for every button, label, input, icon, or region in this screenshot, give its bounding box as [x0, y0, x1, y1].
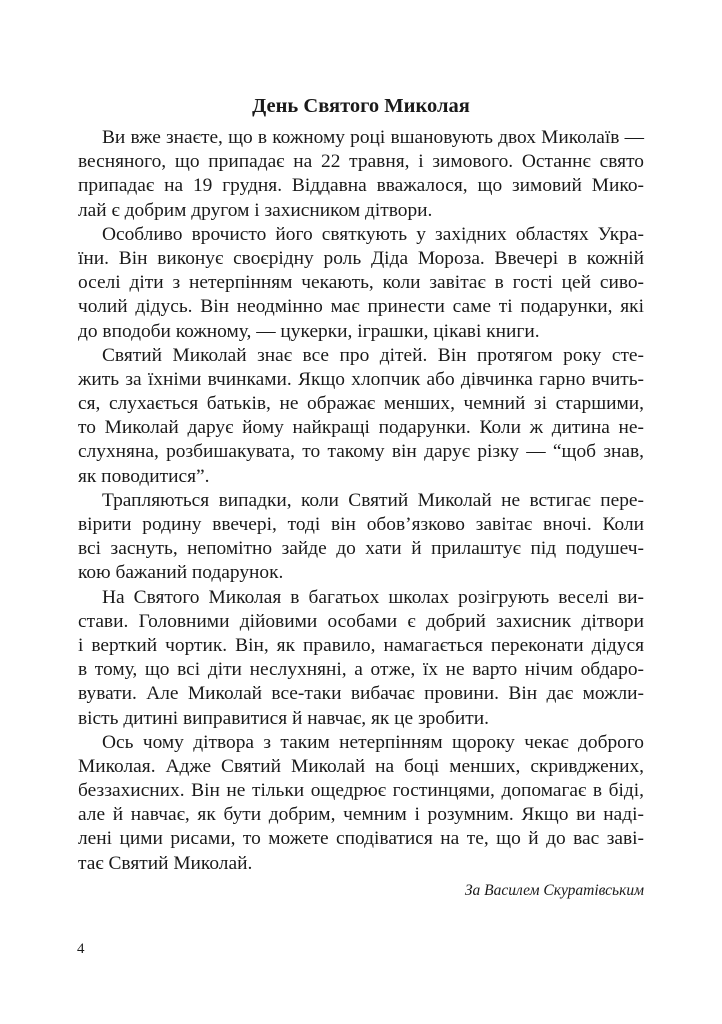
text-line: чолий дідусь. Він неодмінно має принести саме ті подарунки, які	[78, 296, 644, 318]
text-line: вувати. Але Миколай все-таки вибачає провини. Він дає можли-	[78, 683, 644, 705]
text-line: припадає на 19 грудня. Віддавна вважалося, що зимовий Мико-	[78, 175, 644, 197]
text-line: Святий Миколай знає все про дітей. Він протягом року сте-	[102, 344, 644, 366]
paragraph	[78, 126, 644, 223]
text-line: На Святого Миколая в багатьох школах розігрують веселі ви-	[102, 586, 644, 608]
page-content	[78, 92, 644, 902]
text-line: лені цими рисами, то можете сподіватися на те, що й до вас заві-	[78, 828, 644, 850]
paragraph	[78, 586, 644, 731]
text-line: вірити родину ввечері, тоді він обов’язково завітає вночі. Коли	[78, 514, 644, 535]
text-line: весняного, що припадає на 22 травня, і зимового. Останнє свято	[78, 151, 644, 173]
paragraph	[78, 731, 644, 876]
text-line: їни. Він виконує своєрідну роль Діда Мороза. Ввечері в кожній	[78, 247, 644, 269]
page-title: День Святого Миколая	[252, 95, 470, 117]
text-line: оселі діти з нетерпінням чекають, коли завітає в гості цей сиво-	[78, 272, 644, 294]
paragraph	[78, 223, 644, 344]
text-line: в тому, що всі діти неслухняні, а отже, їх не варто нічим обдаро-	[78, 659, 644, 681]
attribution: За Василем Скуратівським	[464, 881, 644, 899]
text-line: до вподоби кожному, — цукерки, іграшки, цікаві книги.	[78, 320, 540, 342]
text-line: тає Святий Миколай.	[78, 852, 253, 874]
text-line: слухняна, розбишакувата, то такому він дарує різку — “щоб знав,	[78, 441, 644, 463]
text-line: всі заснуть, непомітно зайде до хати й прилаштує під подушеч-	[78, 538, 644, 560]
text-line: лай є добрим другом і захисником дітвори.	[78, 199, 433, 221]
text-line: беззахисних. Він не тільки ощедрює гостинцями, допомагає в біді,	[78, 780, 644, 802]
text-line: ся, слухається батьків, не ображає менших, чемний зі старшими,	[78, 393, 644, 415]
text-line: як поводитися”.	[78, 465, 210, 487]
text-line: вість дитині виправитися й навчає, як це зробити.	[78, 707, 489, 729]
text-line: але й навчає, як бути добрим, чемним і розумним. Якщо ви наді-	[78, 804, 644, 826]
text-line: Ось чому дітвора з таким нетерпінням щороку чекає доброго	[102, 731, 644, 753]
text-line: кою бажаний подарунок.	[78, 562, 284, 584]
text-line: Миколая. Адже Святий Миколай на боці менших, скривджених,	[78, 755, 644, 777]
paragraph	[78, 489, 644, 586]
text-line: стави. Головними дійовими особами є добрий захисник дітвори	[78, 610, 644, 632]
text-line: Ви вже знаєте, що в кожному році вшановують двох Миколаїв —	[102, 127, 644, 148]
text-line: жить за їхніми вчинками. Якщо хлопчик або дівчинка гарно вчить-	[78, 368, 644, 390]
body-text	[78, 126, 644, 876]
paragraph	[78, 344, 644, 489]
text-line: Особливо врочисто його святкують у західних областях Укра-	[102, 223, 644, 245]
text-line: то Миколай дарує йому найкращі подарунки. Коли ж дитина не-	[78, 417, 644, 439]
page-number: 4	[77, 941, 85, 957]
text-line: Трапляються випадки, коли Святий Миколай не встигає пере-	[102, 489, 644, 511]
text-line: і верткий чортик. Він, як правило, намагається переконати дідуся	[78, 634, 644, 656]
